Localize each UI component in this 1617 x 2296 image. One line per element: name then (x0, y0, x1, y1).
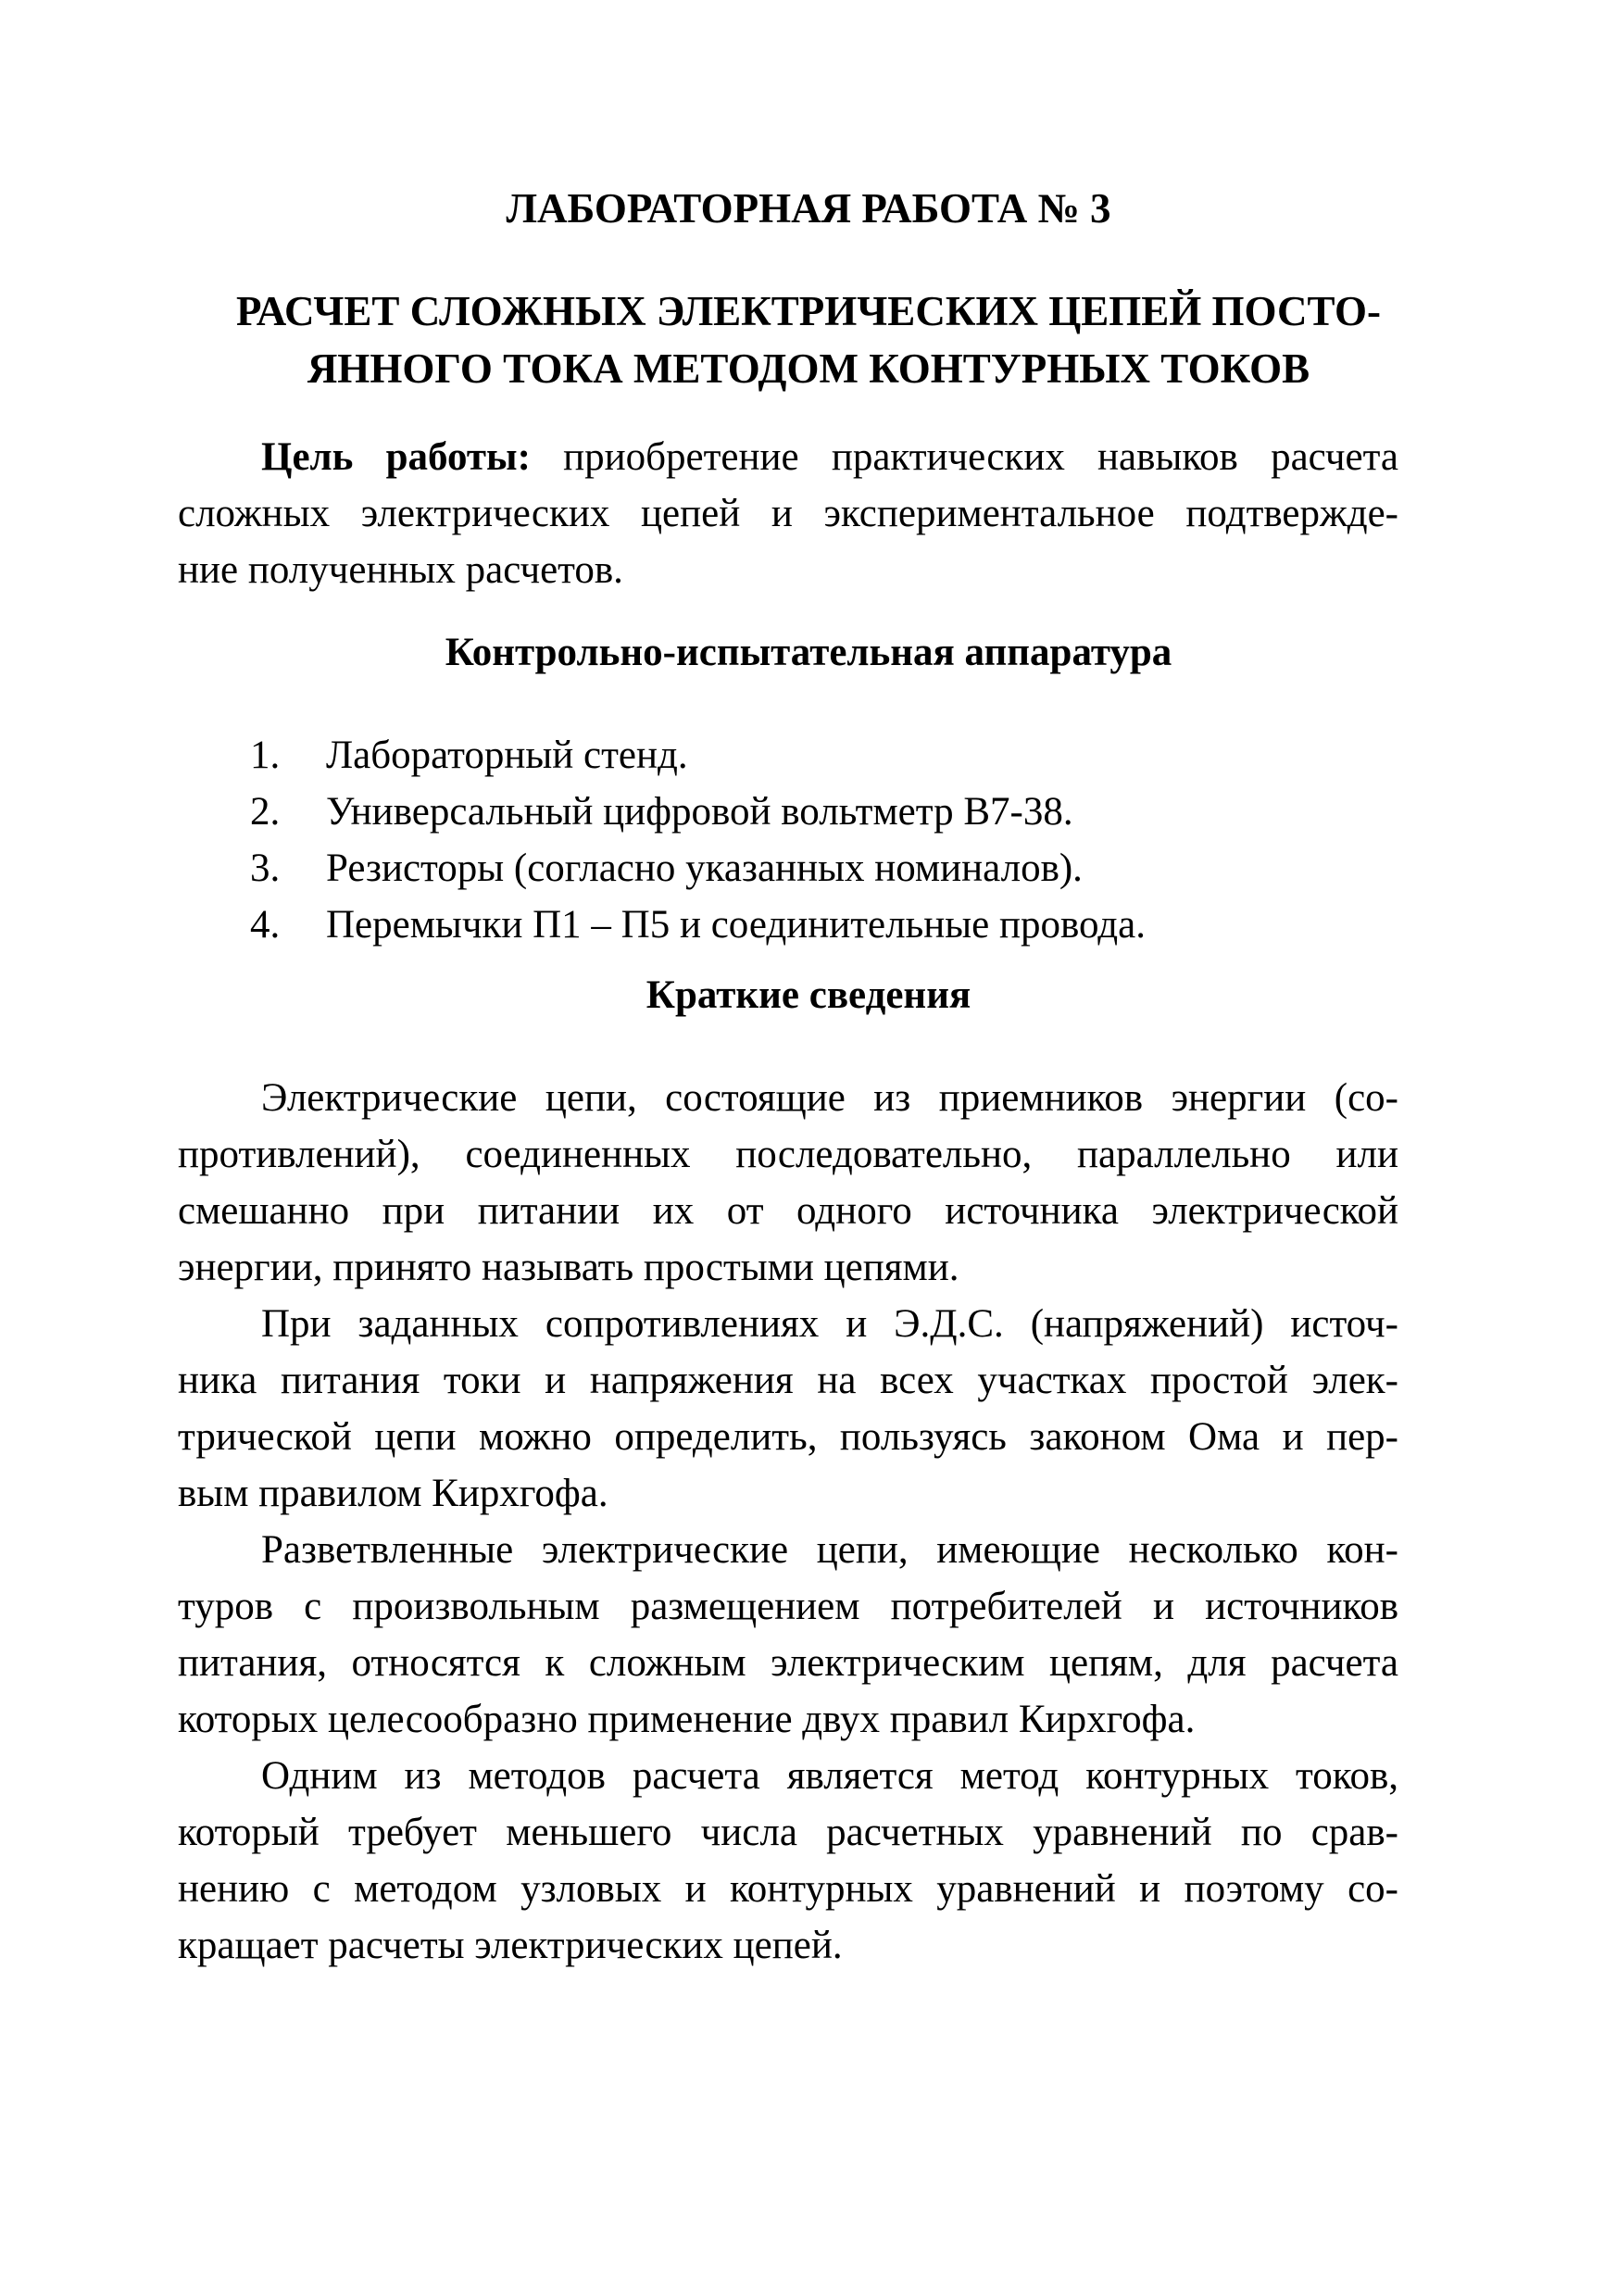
paragraph-1-line-2: противлений), соединенных последовательно, параллельно или (178, 1133, 1398, 1176)
goal-line-3: ние полученных расчетов. (178, 548, 623, 592)
paragraph-3-line-1: Разветвленные электрические цепи, имеющие несколько кон- (261, 1528, 1398, 1572)
goal-line-1-text: приобретение практических навыков расчета (530, 435, 1398, 479)
paragraph-3-line-4: которых целесообразно применение двух правил Кирхгофа. (178, 1698, 1196, 1741)
list-item-number: 4. (250, 903, 281, 947)
goal-line-1 (178, 429, 1398, 485)
goal-paragraph (178, 429, 1398, 598)
paragraph-4-line-2: который требует меньшего числа расчетных уравнений по срав- (178, 1811, 1398, 1854)
paragraph-4-line-1: Одним из методов расчета является метод контурных токов, (261, 1754, 1398, 1798)
paragraph-1-line-1: Электрические цепи, состоящие из приемников энергии (со- (261, 1076, 1398, 1120)
equipment-list (250, 727, 1146, 953)
paragraph-2-line-1: При заданных сопротивлениях и Э.Д.С. (напряжений) источ- (261, 1302, 1398, 1346)
brief-heading: Краткие сведения (646, 973, 971, 1017)
list-item-number: 3. (250, 847, 281, 890)
list-item-number: 1. (250, 734, 281, 777)
paragraph-2-line-4: вым правилом Кирхгофа. (178, 1472, 608, 1515)
list-item-text: Резисторы (согласно указанных номиналов). (326, 847, 1083, 890)
paragraph-4-line-3: нению с методом узловых и контурных уравнений и поэтому со- (178, 1867, 1398, 1911)
equipment-heading: Контрольно-испытательная аппаратура (445, 631, 1172, 674)
lab-title: ЛАБОРАТОРНАЯ РАБОТА № 3 (506, 185, 1111, 232)
list-item-text: Перемычки П1 – П5 и соединительные провода. (326, 903, 1146, 947)
paragraph-3-line-2: туров с произвольным размещением потребителей и источников (178, 1585, 1398, 1628)
list-item (250, 784, 1146, 840)
list-item (250, 897, 1146, 953)
paragraph-2-line-2: ника питания токи и напряжения на всех участках простой элек- (178, 1359, 1398, 1402)
list-item-text: Лабораторный стенд. (326, 734, 688, 777)
paragraph-4-line-4: кращает расчеты электрических цепей. (178, 1924, 843, 1967)
list-item-text: Универсальный цифровой вольтметр В7-38. (326, 790, 1073, 834)
paragraph-1-line-4: энергии, принято называть простыми цепями. (178, 1246, 959, 1289)
paragraph-2-line-3: трической цепи можно определить, пользуясь законом Ома и пер- (178, 1415, 1398, 1459)
list-item-number: 2. (250, 790, 281, 834)
main-title (139, 282, 1478, 397)
list-item (250, 727, 1146, 784)
goal-label: Цель работы: (261, 435, 531, 479)
main-title-line-1: РАСЧЕТ СЛОЖНЫХ ЭЛЕКТРИЧЕСКИХ ЦЕПЕЙ ПОСТО- (236, 288, 1381, 334)
list-item (250, 840, 1146, 897)
main-title-line-2: ЯННОГО ТОКА МЕТОДОМ КОНТУРНЫХ ТОКОВ (307, 345, 1310, 392)
paragraph-1-line-3: смешанно при питании их от одного источника электрической (178, 1189, 1398, 1233)
brief-body (178, 1070, 1398, 1974)
goal-line-2: сложных электрических цепей и экспериментальное подтвержде- (178, 492, 1398, 535)
paragraph-3-line-3: питания, относятся к сложным электрическим цепям, для расчета (178, 1641, 1398, 1685)
